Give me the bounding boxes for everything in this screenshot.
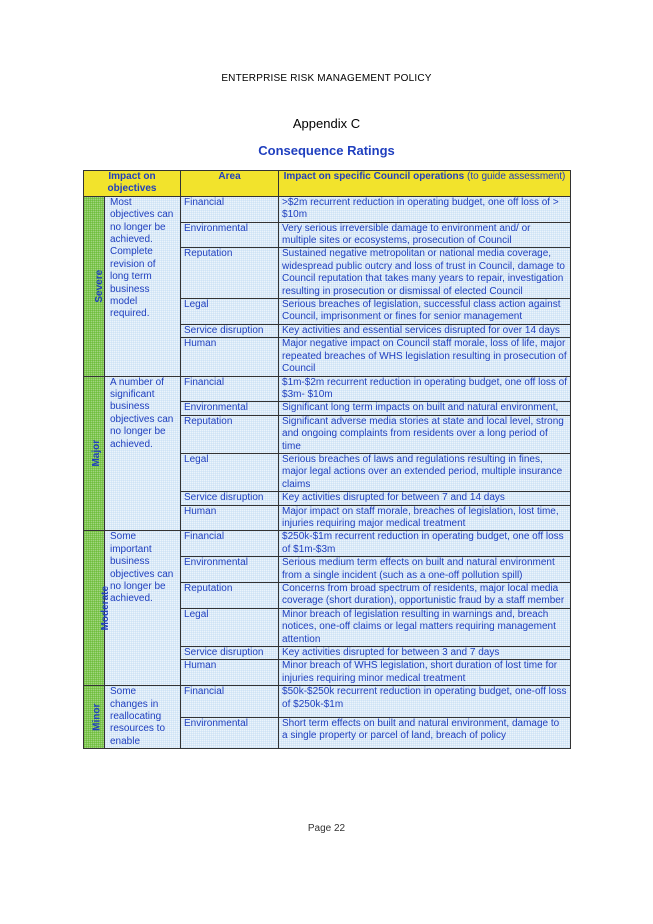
page-number: Page 22 bbox=[307, 823, 346, 834]
impact-description: Significant adverse media stories at state and local level, strong and ongoing complaints from residents over a long period of time bbox=[279, 415, 571, 453]
impact-description: Significant long term impacts on built and natural environment, bbox=[279, 402, 571, 415]
impact-description: Short term effects on built and natural environment, damage to a single property or parcel of land, breach of policy bbox=[279, 717, 571, 749]
area-cell: Service disruption bbox=[181, 492, 279, 505]
consequence-ratings-table bbox=[83, 170, 571, 749]
impact-description: Concerns from broad spectrum of residents, major local media coverage (short duration), opportunistic fraud by a staff member bbox=[279, 583, 571, 609]
impact-description: Major impact on staff morale, breaches of legislation, lost time, injuries requiring major medical treatment bbox=[279, 505, 571, 531]
area-cell: Environmental bbox=[181, 717, 279, 749]
severity-level-label: Moderate bbox=[100, 586, 112, 631]
impact-description: Minor breach of legislation resulting in warnings and, breach notices, one-off claims or legal matters requiring management attention bbox=[279, 608, 571, 646]
table-row bbox=[84, 196, 571, 222]
area-cell: Legal bbox=[181, 299, 279, 325]
document-header: ENTERPRISE RISK MANAGEMENT POLICY bbox=[221, 73, 432, 84]
impact-description: Serious medium term effects on built and natural environment from a single incident (such as a one-off pollution spill) bbox=[279, 557, 571, 583]
severity-level-major bbox=[84, 376, 105, 531]
col-header-impact: Impact on objectives bbox=[84, 171, 181, 197]
area-cell: Environmental bbox=[181, 557, 279, 583]
area-cell: Financial bbox=[181, 531, 279, 557]
area-cell: Reputation bbox=[181, 248, 279, 299]
col-header-operations bbox=[279, 171, 571, 197]
impact-description: $50k-$250k recurrent reduction in operating budget, one-off loss of $250k-$1m bbox=[279, 686, 571, 718]
area-cell: Financial bbox=[181, 196, 279, 222]
area-cell: Reputation bbox=[181, 583, 279, 609]
severity-level-label: Severe bbox=[94, 269, 106, 303]
impact-description: Key activities disrupted for between 3 and 7 days bbox=[279, 647, 571, 660]
severity-level-label: Minor bbox=[91, 703, 103, 731]
area-cell: Financial bbox=[181, 376, 279, 402]
impact-description: Sustained negative metropolitan or national media coverage, widespread public outcry and loss of trust in Council, damage to Council reputation that takes many years to repair, investigation resulting in prosecution or dismissal of elected Council bbox=[279, 248, 571, 299]
severity-level-moderate bbox=[84, 531, 112, 686]
table-row bbox=[84, 376, 571, 402]
table-row bbox=[84, 531, 571, 557]
area-cell: Environmental bbox=[181, 222, 279, 248]
impact-description: $1m-$2m recurrent reduction in operating budget, one off loss of $3m- $10m bbox=[279, 376, 571, 402]
severity-level-severe bbox=[84, 196, 105, 376]
area-cell: Financial bbox=[181, 686, 279, 718]
impact-description: Serious breaches of laws and regulations resulting in fines, major legal actions over an extended period, multiple insurance claims bbox=[279, 453, 571, 491]
impact-description: $250k-$1m recurrent reduction in operating budget, one off loss of $1m-$3m bbox=[279, 531, 571, 557]
area-cell: Human bbox=[181, 505, 279, 531]
table-header-row bbox=[84, 171, 571, 197]
col-header-operations-label: Impact on specific Council operations bbox=[283, 171, 465, 182]
area-cell: Human bbox=[181, 338, 279, 376]
impact-on-objectives: Some important business objectives can no longer be achieved. bbox=[105, 531, 181, 686]
area-cell: Human bbox=[181, 660, 279, 686]
impact-description: Key activities disrupted for between 7 and 14 days bbox=[279, 492, 571, 505]
area-cell: Legal bbox=[181, 453, 279, 491]
severity-level-minor bbox=[84, 686, 105, 749]
impact-on-objectives: A number of significant business objectives can no longer be achieved. bbox=[105, 376, 181, 531]
impact-description: Major negative impact on Council staff morale, loss of life, major repeated breaches of WHS legislation resulting in prosecution of Council bbox=[279, 338, 571, 376]
impact-description: Minor breach of WHS legislation, short duration of lost time for injuries requiring minor medical treatment bbox=[279, 660, 571, 686]
table-title: Consequence Ratings bbox=[258, 143, 395, 158]
impact-description: >$2m recurrent reduction in operating budget, one off loss of > $10m bbox=[279, 196, 571, 222]
impact-description: Key activities and essential services disrupted for over 14 days bbox=[279, 324, 571, 337]
col-header-area: Area bbox=[181, 171, 279, 197]
impact-on-objectives: Most objectives can no longer be achieved. Complete revision of long term business model required. bbox=[105, 196, 181, 376]
area-cell: Environmental bbox=[181, 402, 279, 415]
area-cell: Reputation bbox=[181, 415, 279, 453]
area-cell: Service disruption bbox=[181, 647, 279, 660]
severity-level-label: Major bbox=[91, 440, 103, 467]
area-cell: Legal bbox=[181, 608, 279, 646]
impact-description: Serious breaches of legislation, successful class action against Council, imprisonment or fines for senior management bbox=[279, 299, 571, 325]
appendix-title: Appendix C bbox=[292, 116, 361, 131]
impact-description: Very serious irreversible damage to environment and/ or multiple sites or ecosystems, prosecution of Council bbox=[279, 222, 571, 248]
impact-on-objectives: Some changes in reallocating resources to enable bbox=[105, 686, 181, 749]
table-row bbox=[84, 686, 571, 718]
area-cell: Service disruption bbox=[181, 324, 279, 337]
col-header-operations-note: (to guide assessment) bbox=[464, 171, 566, 182]
